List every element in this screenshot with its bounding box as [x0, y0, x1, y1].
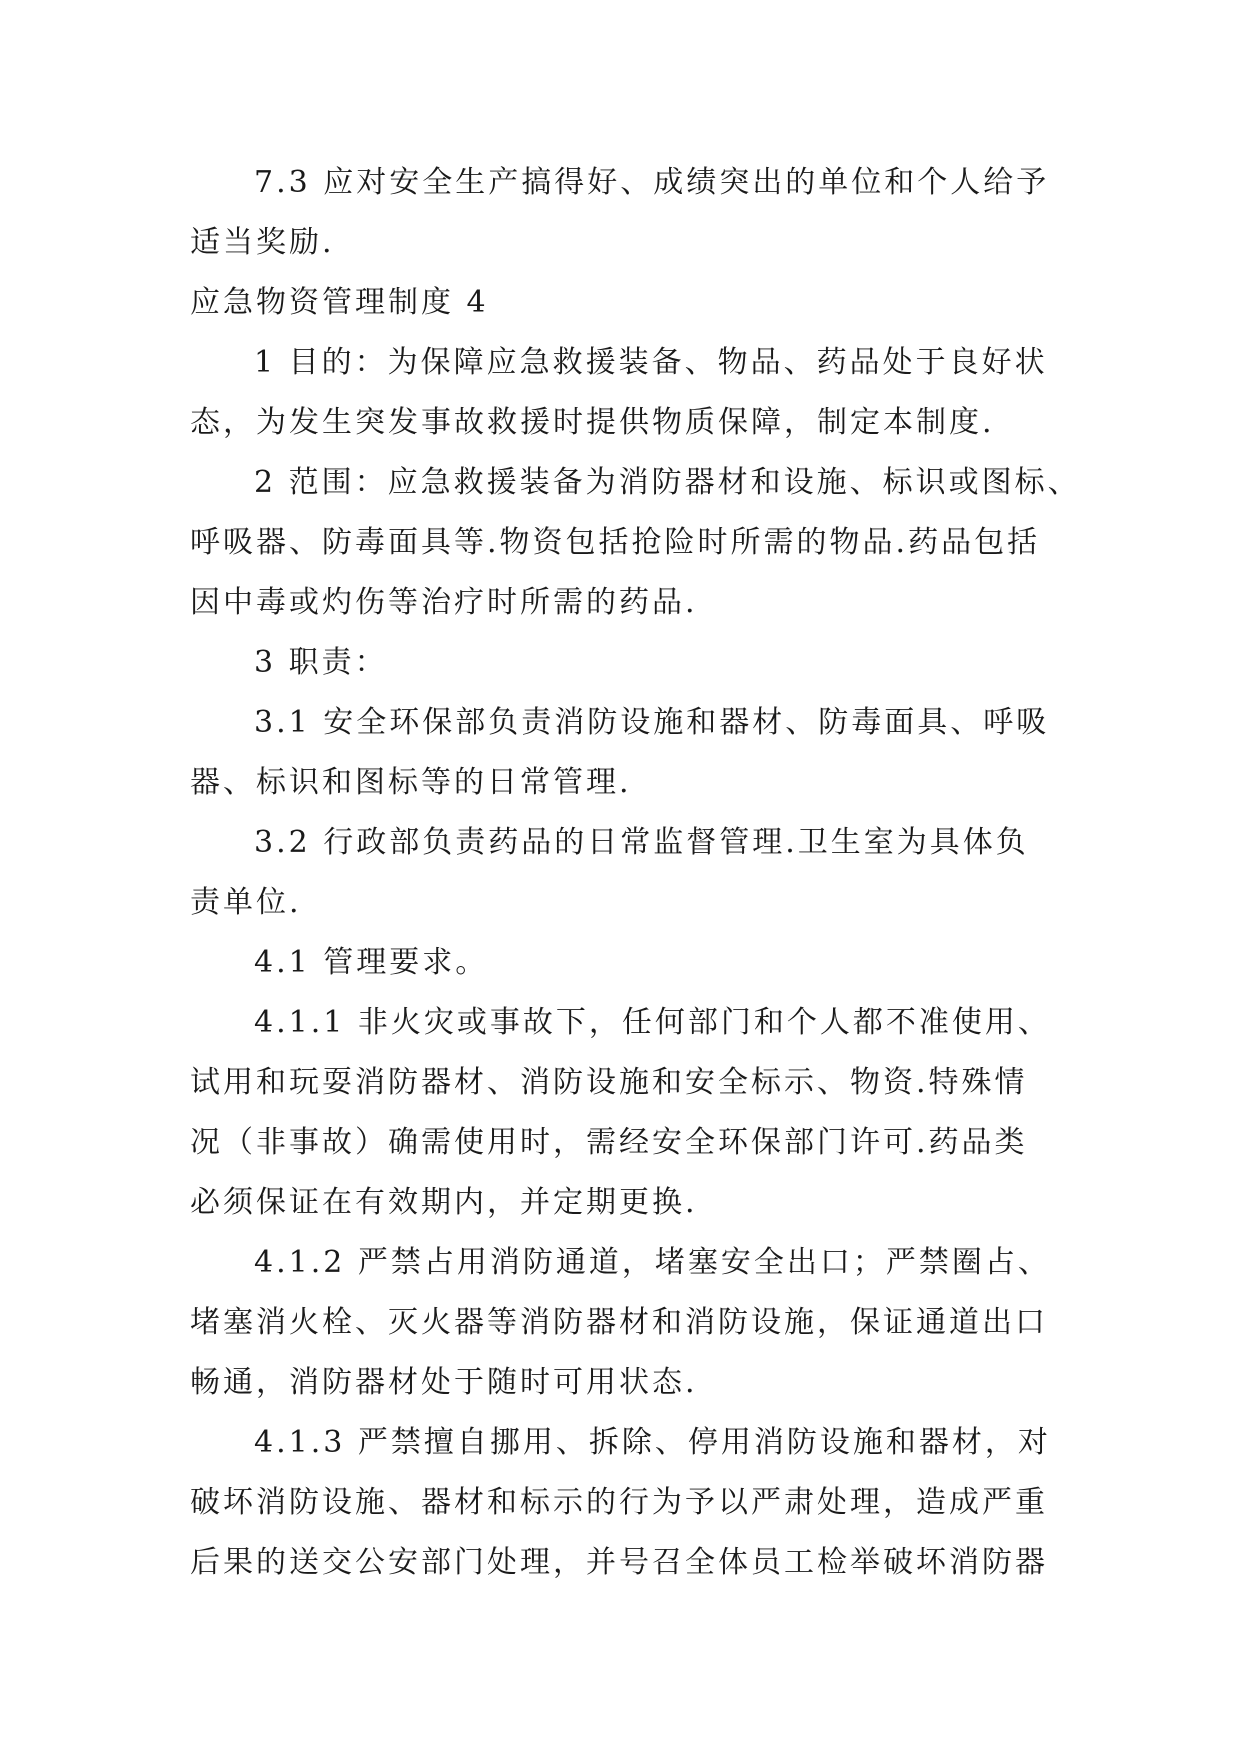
text-line: 4.1 管理要求。 [254, 945, 489, 980]
text-line: 态，为发生突发事故救援时提供物质保障，制定本制度. [190, 405, 995, 440]
text-line: 3.1 安全环保部负责消防设施和器材、防毒面具、呼吸 [254, 705, 1050, 740]
text-line: 4.1.3 严禁擅自挪用、拆除、停用消防设施和器材，对 [254, 1425, 1051, 1460]
text-line: 应急物资管理制度 4 [190, 285, 489, 320]
text-line: 适当奖励. [190, 225, 335, 260]
text-line: 4.1.1 非火灾或事故下，任何部门和个人都不准使用、 [254, 1005, 1051, 1040]
text-line: 破坏消防设施、器材和标示的行为予以严肃处理，造成严重 [190, 1485, 1048, 1520]
text-line: 2 范围：应急救援装备为消防器材和设施、标识或图标、 [254, 465, 1081, 500]
text-line: 必须保证在有效期内，并定期更换. [190, 1185, 698, 1220]
text-line: 4.1.2 严禁占用消防通道，堵塞安全出口；严禁圈占、 [254, 1245, 1051, 1280]
text-line: 器、标识和图标等的日常管理. [190, 765, 632, 800]
text-line: 因中毒或灼伤等治疗时所需的药品. [190, 585, 698, 620]
text-line: 试用和玩耍消防器材、消防设施和安全标示、物资.特殊情 [190, 1065, 1028, 1100]
text-line: 3 职责： [254, 645, 388, 680]
text-line: 1 目的：为保障应急救援装备、物品、药品处于良好状 [254, 345, 1048, 380]
text-line: 后果的送交公安部门处理，并号召全体员工检举破坏消防器 [190, 1545, 1048, 1580]
text-line: 堵塞消火栓、灭火器等消防器材和消防设施，保证通道出口 [190, 1305, 1048, 1340]
document-body [190, 153, 1081, 1593]
text-line: 3.2 行政部负责药品的日常监督管理.卫生室为具体负 [254, 825, 1029, 860]
text-line: 况（非事故）确需使用时，需经安全环保部门许可.药品类 [190, 1125, 1028, 1160]
text-line: 7.3 应对安全生产搞得好、成绩突出的单位和个人给予 [254, 165, 1050, 200]
text-line: 呼吸器、防毒面具等.物资包括抢险时所需的物品.药品包括 [190, 525, 1041, 560]
text-line: 责单位. [190, 885, 302, 920]
text-line: 畅通，消防器材处于随时可用状态. [190, 1365, 698, 1400]
